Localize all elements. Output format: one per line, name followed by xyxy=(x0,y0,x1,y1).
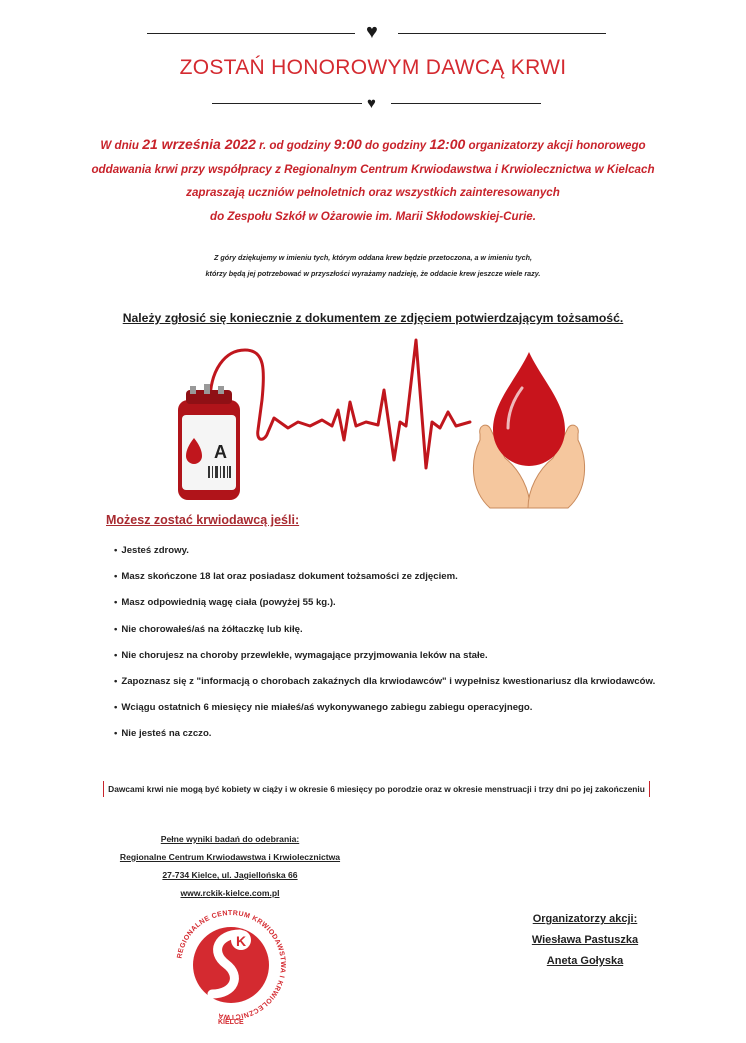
conditions-heading: Możesz zostać krwiodawcą jeśli: xyxy=(106,513,300,527)
thanks-note: Z góry dziękujemy w imieniu tych, którym oddana krew będzie przetoczona, a w imieniu tych, którzy będą jej potrzebować w przyszłości wyrażamy nadzieję, że oddacie krew jeszcze wiele razy. xyxy=(205,253,541,278)
organizers xyxy=(505,909,665,972)
pregnancy-note: Dawcami krwi nie mogą być kobiety w ciąży i w okresie 6 miesięcy po porodzie oraz w okresie menstruacji i trzy dni po jej zakończeniu xyxy=(103,781,650,797)
organizer-name: Wiesława Pastuszka xyxy=(531,934,639,946)
center-website[interactable]: www.rckik-kielce.com.pl xyxy=(180,888,280,898)
heart-icon-small: ♥ xyxy=(367,95,376,112)
list-item: • Zapoznasz się z "informacją o chorobach zakaźnych dla krwiodawców" i wypełnisz kwestionariusz dla krwiodawców. xyxy=(114,675,714,701)
top-divider-right xyxy=(398,33,606,34)
list-item: • Masz odpowiednią wagę ciała (powyżej 55 kg.). xyxy=(114,596,714,622)
sub-divider-right xyxy=(391,103,541,104)
list-item: • Masz skończone 18 lat oraz posiadasz dokument tożsamości ze zdjęciem. xyxy=(114,570,714,596)
heart-icon: ♥ xyxy=(366,21,378,43)
conditions-list xyxy=(114,544,714,754)
logo-ring-text: REGIONALNE CENTRUM KRWIODAWSTWA I KRWIOLECZNICTWA xyxy=(176,909,287,1021)
hands-holding-drop-icon xyxy=(473,352,584,508)
list-item: • Nie jesteś na czczo. xyxy=(114,727,714,753)
list-item: • Jesteś zdrowy. xyxy=(114,544,714,570)
blood-type-label: A xyxy=(214,442,227,462)
intro-paragraph xyxy=(40,133,706,228)
results-heading: Pełne wyniki badań do odebrania: xyxy=(160,834,300,844)
blood-donation-illustration xyxy=(170,330,590,515)
id-notice: Należy zgłosić się koniecznie z dokumentem ze zdjęciem potwierdzającym tożsamość. xyxy=(122,311,624,325)
center-name: Regionalne Centrum Krwiodawstwa i Krwiolecznictwa xyxy=(119,852,341,862)
intro-line-2: oddawania krwi przy współpracy z Regionalnym Centrum Krwiodawstwa i Krwiolecznictwa w Kielcach xyxy=(91,162,655,176)
top-divider-left xyxy=(147,33,355,34)
center-address: 27-734 Kielce, ul. Jagiellońska 66 xyxy=(162,870,298,880)
intro-line-3: zapraszają uczniów pełnoletnich oraz wszystkich zainteresowanych xyxy=(186,186,560,199)
organizer-name: Aneta Gołyska xyxy=(546,955,624,967)
logo-city: KIELCE xyxy=(218,1019,244,1026)
blood-drop-icon xyxy=(493,352,565,466)
rckik-logo xyxy=(168,902,294,1028)
intro-line-1: W dniu 21 września 2022 r. od godziny 9:00 do godziny 12:00 organizatorzy akcji honorowego xyxy=(100,136,646,152)
results-info xyxy=(100,830,360,902)
logo-letter: K xyxy=(236,933,247,949)
list-item: • Wciągu ostatnich 6 miesięcy nie miałeś/aś wykonywanego zabiegu zabiegu operacyjnego. xyxy=(114,701,714,727)
page-title: ZOSTAŃ HONOROWYM DAWCĄ KRWI xyxy=(179,56,567,79)
intro-line-4: do Zespołu Szkół w Ożarowie im. Marii Skłodowskiej-Curie. xyxy=(210,209,536,223)
list-item: • Nie chorujesz na choroby przewlekłe, wymagające przyjmowania leków na stałe. xyxy=(114,649,714,675)
blood-bag-icon xyxy=(178,384,240,500)
sub-divider-left xyxy=(212,103,362,104)
organizers-heading: Organizatorzy akcji: xyxy=(532,913,638,925)
blood-tube-heartbeat-line xyxy=(210,340,470,468)
list-item: • Nie chorowałeś/aś na żółtaczkę lub kiłę. xyxy=(114,623,714,649)
